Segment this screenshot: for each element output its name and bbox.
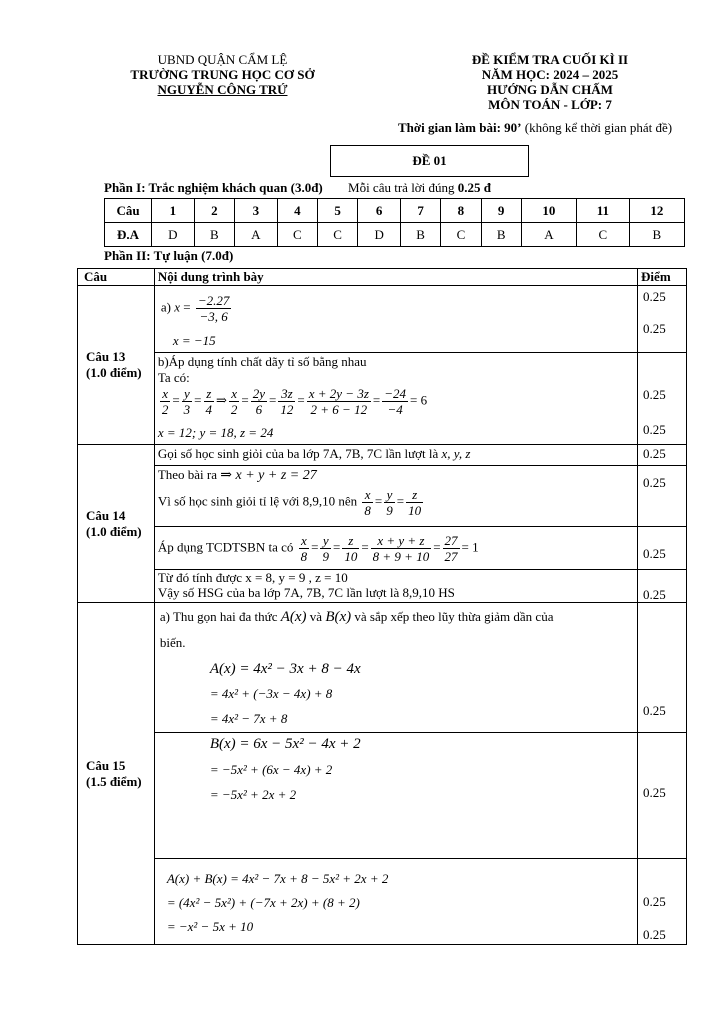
points-value: 0.25 [643,475,666,490]
eq-result: = 1 [461,538,479,554]
exam-code-box [330,145,529,177]
question-number: 7 [401,199,441,223]
q15-a-content [154,603,637,733]
q14-line3-text: Vì số học sinh giỏi tỉ lệ với 8,9,10 nên [157,492,358,508]
frac-den: 4 [205,402,213,417]
q14-label-cell [78,445,155,603]
q15-b-points [638,733,687,859]
q14-points-total: (1.0 điểm) [86,523,142,539]
points-value: 0.25 [643,422,666,437]
subject-grade: MÔN TOÁN - LỚP: 7 [488,97,612,112]
answer-letter: B [629,223,684,247]
answer-letter: C [576,223,629,247]
eq-sign: = [241,392,249,408]
frac-den: 2 [230,402,238,417]
q13-part-a-row [78,286,687,353]
header-points: Điểm [638,269,687,286]
q15-A-line1: A(x) = 4x² − 3x + 8 − 4x [209,661,361,677]
q15-a-intro [160,609,554,626]
q15-sum-points [638,859,687,945]
frac-num: −24 [384,386,407,401]
q14-row-1 [78,445,687,466]
frac-den: 6 [255,402,263,417]
district-name: UBND QUẬN CẨM LỆ [157,52,288,67]
eq-sign: = [374,492,383,508]
q13-b-taco: Ta có: [157,370,190,385]
frac-num: x + 2y − 3z [308,386,369,401]
q14-line5: Từ đó tính được x = 8, y = 9 , z = 10 [157,570,348,585]
points-value: 0.25 [643,927,666,942]
header-content: Nội dung trình bày [154,269,637,286]
points-value: 0.25 [643,703,666,718]
frac-den: 2 [161,402,169,417]
eq-result: = 6 [410,392,428,408]
q15-B-line3: = −5x² + 2x + 2 [209,787,297,802]
school-header [95,52,350,97]
eq-sign: = [433,538,441,554]
q13-a-denominator: −3, 6 [199,309,228,324]
question-number: 8 [441,199,481,223]
school-year: NĂM HỌC: 2024 – 2025 [481,67,619,82]
frac-den: 8 [364,502,371,518]
answer-letter: D [358,223,401,247]
q13-label: Câu 13 [86,349,126,364]
q14-row-3 [78,487,687,527]
q14-line2 [154,466,637,487]
answer-letter: B [401,223,441,247]
part2-title: Phần II: Tự luận (7.0đ) [104,248,234,263]
answer-key-header-q: Câu [105,199,152,223]
q15-sum-content [154,859,637,945]
frac-num: x + y + z [371,533,432,549]
school-type: TRƯỜNG TRUNG HỌC CƠ SỞ [130,67,315,82]
q15-a-intro-3: biến. [159,635,186,650]
answer-letter: C [318,223,358,247]
frac-num: y [182,386,193,402]
eq-sign: = [194,392,202,408]
part1-heading [104,180,491,196]
q14-points-cell-2 [638,527,687,570]
points-value: 0.25 [643,894,666,909]
eq-sign: = [332,538,341,554]
q14-label: Câu 14 [86,507,126,523]
exam-code: ĐỀ 01 [412,153,447,168]
points-value: 0.25 [643,321,666,336]
question-number: 4 [277,199,317,223]
frac-num: 27 [444,532,458,548]
eq-sign: = [172,392,180,408]
q15-a-intro-text: a) Thu gọn hai đa thức [159,609,278,624]
q15-B-line2: = −5x² + (6x − 4x) + 2 [209,762,333,777]
q14-line2-text: Theo bài ra [157,467,218,482]
frac-num: z [342,533,359,549]
q15-a-intro-text-2: và sắp xếp theo lũy thừa giảm dần của [354,609,554,624]
frac-den: 9 [386,502,393,518]
q14-line4-text: Áp dụng TCDTSBN ta có [157,538,294,554]
q15-a-poly-b: B(x) [325,609,352,625]
q15-a-points [638,603,687,733]
frac-num: y [384,487,395,503]
answer-letter: A [235,223,278,247]
q15-sum-line1: A(x) + B(x) = 4x² − 7x + 8 − 5x² + 2x + 2 [166,871,389,886]
exam-time [398,120,672,136]
q15-part-b-row [78,733,687,859]
eq-sign: = [372,392,381,408]
q13-points-total: (1.0 điểm) [86,365,142,380]
q13-a-eq: = [183,299,191,315]
q14-points-cell [638,466,687,527]
answer-letter: B [481,223,521,247]
frac-num: 3z [278,386,295,402]
part1-title: Phần I: Trắc nghiệm khách quan (3.0đ) [104,180,323,195]
part1-note: Mỗi câu trả lời đúng [348,180,458,195]
q13-b-result: x = 12; y = 18, z = 24 [157,425,274,440]
q15-a-and: và [309,609,323,624]
frac-den: 10 [408,502,422,518]
q15-label: Câu 15 [86,757,126,773]
eq-sign: = [269,392,277,408]
q15-A-line2: = 4x² + (−3x − 4x) + 8 [209,686,333,701]
q13-a-prefix: a) [160,299,171,315]
frac-den: 2 + 6 − 12 [310,402,368,417]
q13-b-points [638,353,687,445]
points-value: 0.25 [643,546,666,561]
q15-part-sum-row [78,859,687,945]
question-number: 1 [152,199,195,223]
frac-den: 10 [344,548,358,564]
school-name: NGUYỄN CÔNG TRỨ [157,82,288,97]
q14-points-cell-3 [638,570,687,603]
q14-line1 [154,445,637,466]
answer-key-question-row [105,199,685,223]
question-number: 5 [318,199,358,223]
q14-row-5 [78,570,687,603]
exam-title: ĐỀ KIỂM TRA CUỐI KÌ II [471,52,629,67]
answer-key-header-a: Đ.A [105,223,152,247]
frac-den: 8 [300,548,308,564]
points-value: 0.25 [638,445,687,466]
answer-key-answer-row [105,223,685,247]
q15-points-total: (1.5 điểm) [86,773,142,789]
frac-num: x [299,533,310,549]
frac-den: 8 + 9 + 10 [372,548,430,564]
answer-guide-title: HƯỚNG DẪN CHẤM [487,82,613,97]
exam-header [440,52,660,112]
question-number: 10 [521,199,576,223]
q15-b-content [154,733,637,859]
q15-part-a-row [78,603,687,733]
question-number: 12 [629,199,684,223]
frac-den: 12 [280,402,294,417]
q15-sum-line3: = −x² − 5x + 10 [166,919,254,934]
eq-sign: = [297,392,305,408]
answer-letter: D [152,223,195,247]
q13-a-points [638,286,687,353]
q14-line3 [154,487,637,527]
frac-num: 2y [252,386,266,401]
q13-b-content [154,353,637,445]
answer-letter: A [521,223,576,247]
points-value: 0.25 [643,387,666,402]
points-value: 0.25 [643,289,666,304]
question-number: 2 [194,199,234,223]
q13-b-intro: b)Áp dụng tính chất dãy tỉ số bằng nhau [157,354,367,369]
question-number: 6 [358,199,401,223]
q14-line1-vars: x, y, z [441,446,471,461]
eq-sign: = [361,538,369,554]
q13-a-result: x = −15 [172,333,216,348]
q14-line2-math: ⇒ x + y + z = 27 [220,468,317,483]
eq-sign: = [396,492,405,508]
q13-a-numerator: −2.27 [197,293,230,308]
answer-letter: C [277,223,317,247]
q14-line6: Vậy số HSG của ba lớp 7A, 7B, 7C lần lượt là 8,9,10 HS [157,585,455,600]
frac-den: −4 [387,402,403,417]
eq-sign: = [311,538,319,554]
frac-num: x [362,487,373,503]
frac-num: x [160,386,171,402]
part1-note-points: 0.25 đ [457,180,492,195]
frac-den: 3 [183,402,191,417]
q14-conclusion [154,570,637,603]
implies-sign: ⇒ [216,392,227,408]
q15-B-line1: B(x) = 6x − 5x² − 4x + 2 [209,736,361,752]
q14-line1-text: Gọi số học sinh giỏi của ba lớp 7A, 7B, 7C lần lượt là [157,446,439,461]
q14-line4 [154,527,637,570]
exam-time-note: (không kể thời gian phát đề) [521,120,673,135]
frac-num: y [320,533,331,549]
q13-part-b-row [78,353,687,445]
question-number: 9 [481,199,521,223]
frac-den: 9 [322,548,329,564]
q15-a-poly-a: A(x) [280,609,307,625]
frac-num: z [406,487,423,503]
q15-sum-line2: = (4x² − 5x²) + (−7x + 2x) + (8 + 2) [166,895,360,910]
frac-den: 27 [444,548,458,564]
q13-a-content [154,286,637,353]
q14-row-2 [78,466,687,487]
question-number: 3 [235,199,278,223]
essay-table-header [78,269,687,286]
header-question: Câu [78,269,155,286]
points-value: 0.25 [643,587,666,602]
essay-grading-table [77,268,687,945]
q13-b-proportion [158,386,427,417]
frac-num: z [204,386,215,402]
points-value: 0.25 [643,785,666,800]
q15-A-line3: = 4x² − 7x + 8 [209,711,288,726]
answer-letter: B [194,223,234,247]
answer-key-table [104,198,685,247]
frac-num: x [229,386,240,402]
q15-label-cell [78,603,155,945]
answer-letter: C [441,223,481,247]
q13-a-var: x [174,299,180,315]
exam-time-label: Thời gian làm bài: 90’ [398,120,522,135]
question-number: 11 [576,199,629,223]
q14-row-4 [78,527,687,570]
q13-label-cell [78,286,155,445]
